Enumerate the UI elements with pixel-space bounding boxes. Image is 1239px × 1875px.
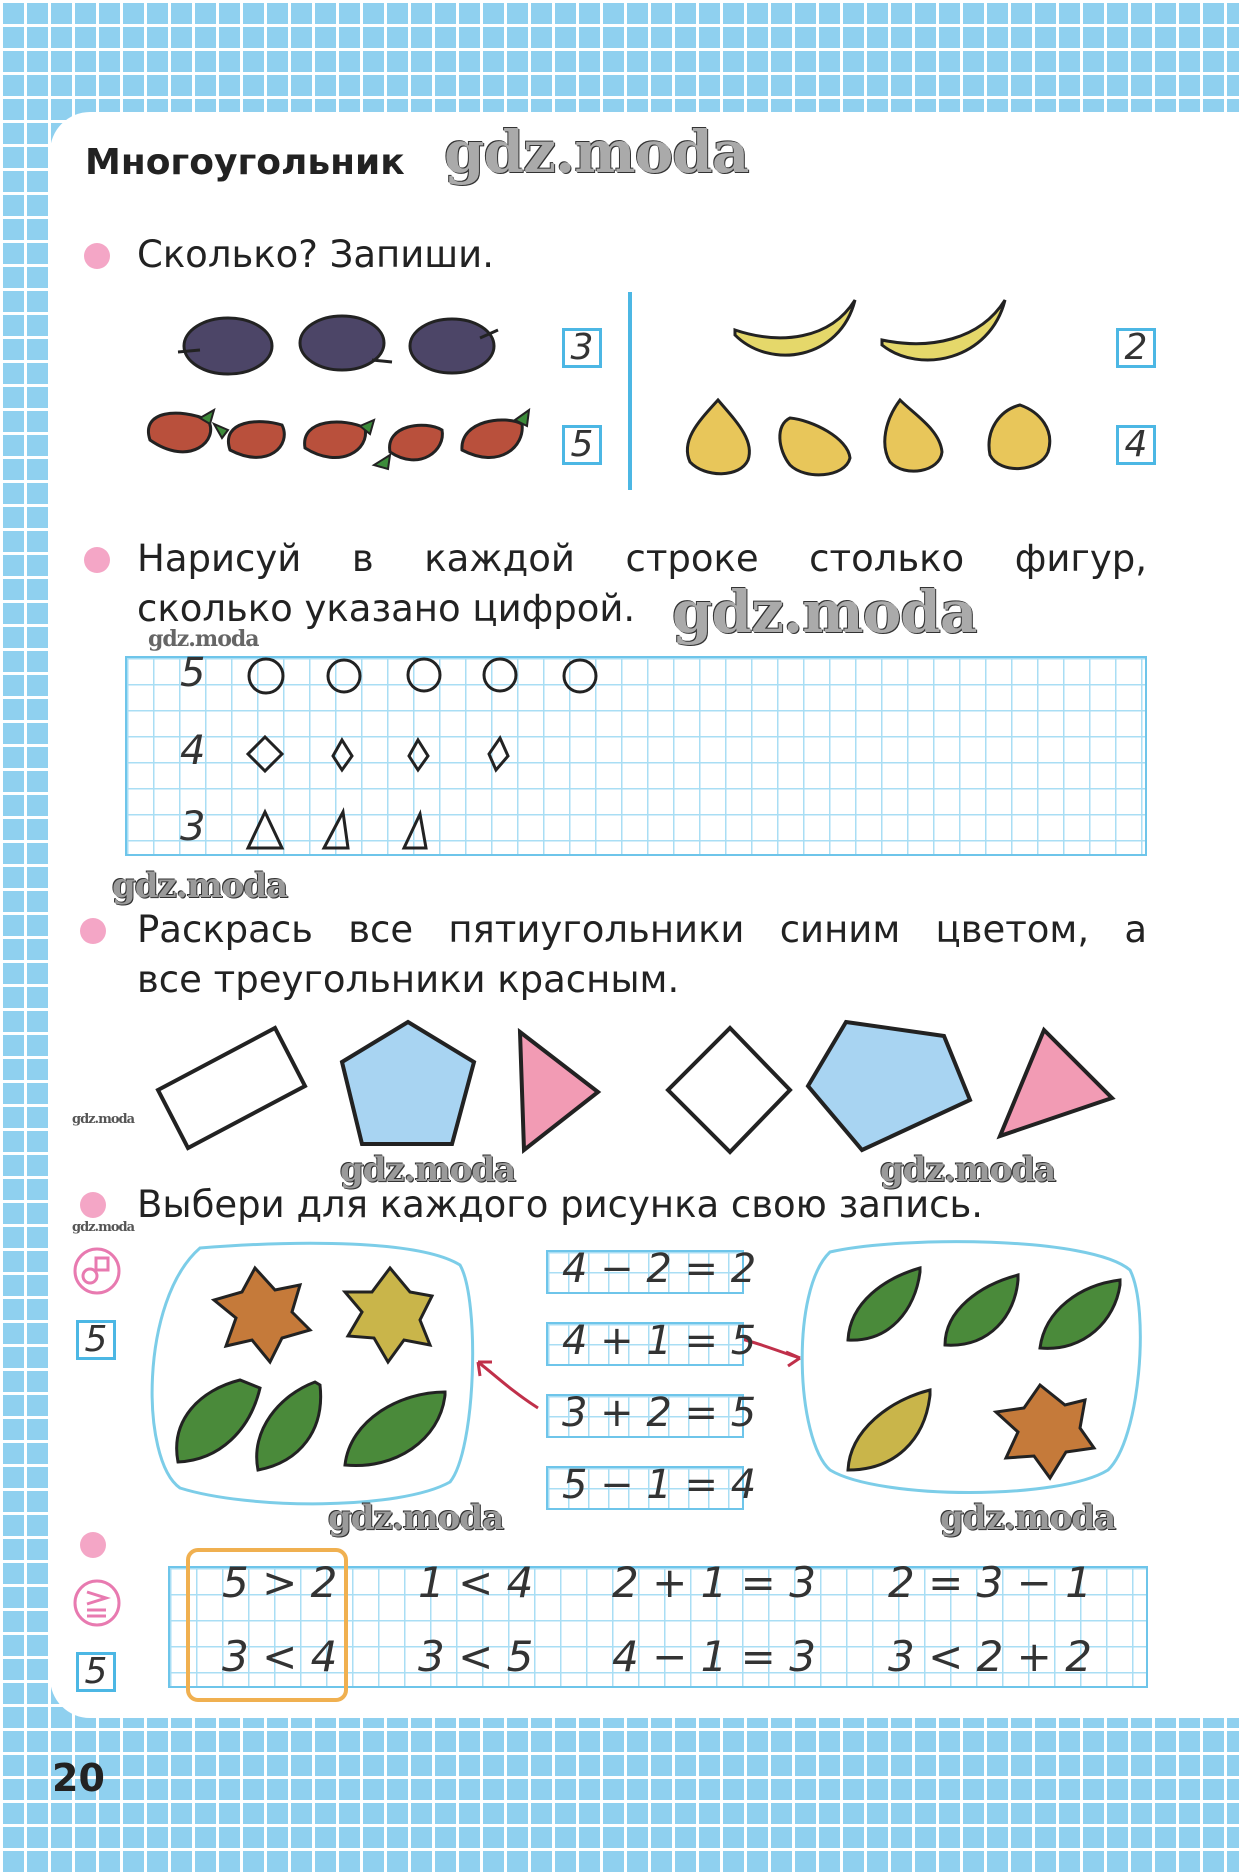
watermark: gdz.moda <box>340 1150 516 1190</box>
answer-value: 2 <box>1124 327 1148 368</box>
compare-expression: 2 = 3 − 1 <box>888 1558 1092 1607</box>
watermark: gdz.moda <box>112 866 288 906</box>
answer-value: 3 <box>570 327 594 368</box>
answer-value: 5 <box>84 1651 108 1692</box>
equation-box[interactable] <box>546 1390 757 1438</box>
equation-text: 5 − 1 = 4 <box>562 1462 757 1508</box>
equation-box[interactable] <box>546 1246 757 1294</box>
watermark: gdz.moda <box>880 1150 1056 1190</box>
oak-leaf-icon <box>848 1268 920 1340</box>
answer-value: 4 <box>1124 424 1148 465</box>
oak-leaf-icon <box>345 1392 445 1466</box>
watermark: gdz.moda <box>148 626 259 652</box>
equation-box[interactable] <box>546 1462 757 1510</box>
page-title: Многоугольник <box>85 142 405 183</box>
compare-expression: 3 < 4 <box>222 1632 338 1681</box>
answer-value: 5 <box>570 424 594 465</box>
oak-leaf-icon <box>945 1275 1018 1345</box>
oak-leaf-icon <box>1040 1280 1120 1348</box>
watermark: gdz.moda <box>444 118 749 186</box>
equation-text: 4 + 1 = 5 <box>562 1318 757 1364</box>
task2-line1: Нарисуй в каждой строке столько фигур, <box>137 537 1147 580</box>
answer-value: 5 <box>84 1319 108 1360</box>
arrow-to-left-group <box>478 1362 538 1408</box>
row-count: 3 <box>180 804 206 850</box>
equation-text: 4 − 2 = 2 <box>562 1246 757 1292</box>
compare-expression: 3 < 5 <box>418 1632 534 1681</box>
oak-leaf-icon <box>257 1382 321 1470</box>
maple-leaf-icon <box>345 1268 432 1362</box>
compare-expression: 2 + 1 = 3 <box>612 1558 816 1607</box>
watermark: gdz.moda <box>72 1112 135 1127</box>
watermark: gdz.moda <box>328 1498 504 1538</box>
row-count: 5 <box>180 650 206 696</box>
compare-expression: 3 < 2 + 2 <box>888 1632 1092 1681</box>
watermark: gdz.moda <box>672 578 977 646</box>
task1-text: Сколько? Запиши. <box>137 233 494 276</box>
left-leaf-group-outline <box>152 1243 473 1504</box>
task-bullet <box>80 1532 106 1558</box>
equation-box[interactable] <box>546 1318 757 1366</box>
oak-leaf-icon <box>177 1380 260 1462</box>
task4-text: Выбери для каждого рисунка свою запись. <box>137 1183 984 1226</box>
compare-expression: 4 − 1 = 3 <box>612 1632 816 1681</box>
task2-line2: сколько указано цифрой. <box>137 587 636 630</box>
maple-leaf-icon <box>996 1385 1094 1478</box>
compare-expression: 5 > 2 <box>222 1558 338 1607</box>
compare-icon <box>72 1578 122 1628</box>
watermark: gdz.moda <box>940 1498 1116 1538</box>
watermark: gdz.moda <box>72 1220 135 1235</box>
row-count: 4 <box>180 728 206 774</box>
task3-line1: Раскрась все пятиугольники синим цветом, а <box>137 908 1147 951</box>
task5-side-answer[interactable] <box>76 1652 116 1692</box>
compare-expression: 1 < 4 <box>418 1558 534 1607</box>
maple-leaf-icon <box>214 1268 310 1362</box>
page-number: 20 <box>52 1756 105 1800</box>
equation-text: 3 + 2 = 5 <box>562 1390 757 1436</box>
task3-line2: все треугольники красным. <box>137 958 680 1001</box>
oak-leaf-icon <box>848 1390 930 1470</box>
